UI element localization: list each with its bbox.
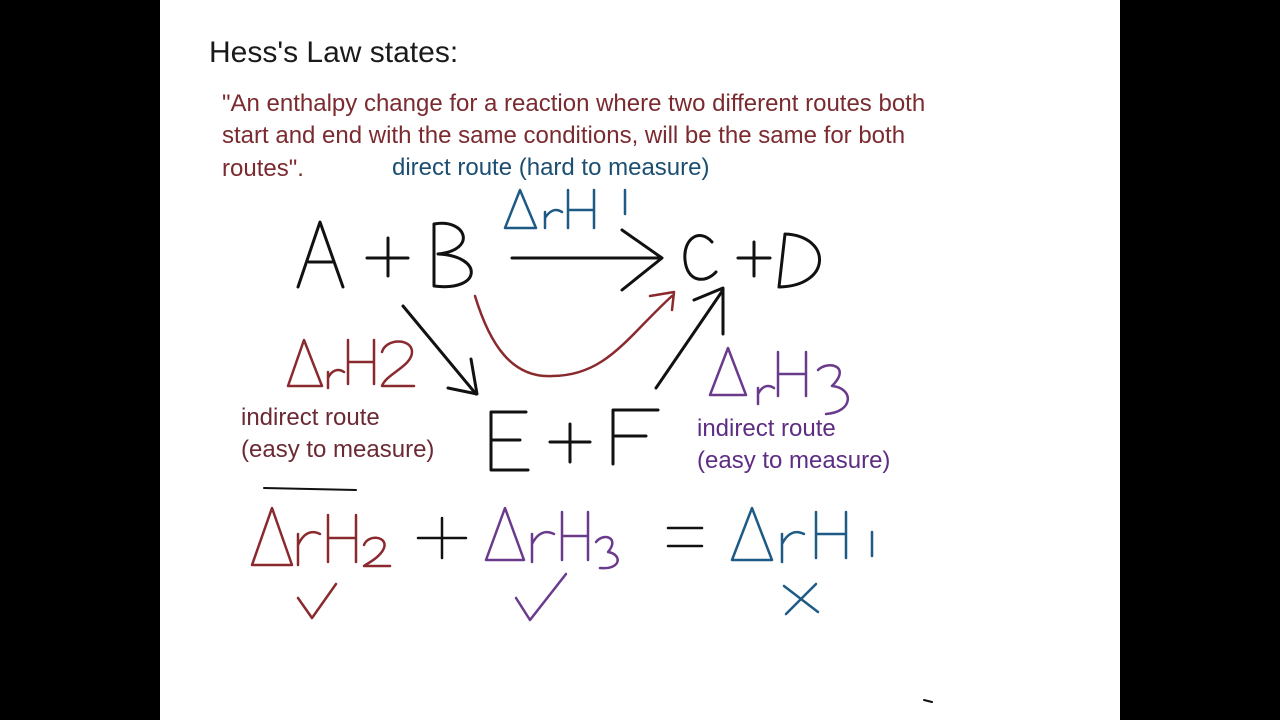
check-mark-icon xyxy=(298,584,336,618)
direct-route-arrow xyxy=(512,230,662,290)
quote-line-1: "An enthalpy change for a reaction where two different routes both xyxy=(222,90,926,117)
handwritten-reactants xyxy=(298,222,471,287)
direct-route-label: direct route (hard to measure) xyxy=(392,154,710,181)
handwriting-layer xyxy=(160,0,1120,720)
quote-line-3: routes". xyxy=(222,155,304,182)
whiteboard xyxy=(160,0,1120,720)
indirect-route-left-label-2: (easy to measure) xyxy=(241,436,435,463)
arrow-to-intermediates xyxy=(403,306,477,394)
delta-h1-label xyxy=(505,190,625,228)
indirect-route-left-label-1: indirect route xyxy=(241,404,380,431)
slide-title: Hess's Law states: xyxy=(209,36,459,69)
indirect-route-curve xyxy=(475,292,674,376)
handwritten-products xyxy=(685,234,820,287)
stray-ink-mark xyxy=(924,700,932,702)
delta-h2-label xyxy=(288,340,414,388)
handwritten-equation xyxy=(252,488,872,568)
delta-h3-label xyxy=(710,348,848,414)
indirect-route-right-label-2: (easy to measure) xyxy=(697,447,891,474)
check-mark-icon xyxy=(516,574,566,620)
handwritten-intermediates xyxy=(491,410,658,470)
cross-mark-icon xyxy=(784,584,818,614)
indirect-route-right-label-1: indirect route xyxy=(697,415,836,442)
quote-line-2: start and end with the same conditions, will be the same for both xyxy=(222,122,906,149)
